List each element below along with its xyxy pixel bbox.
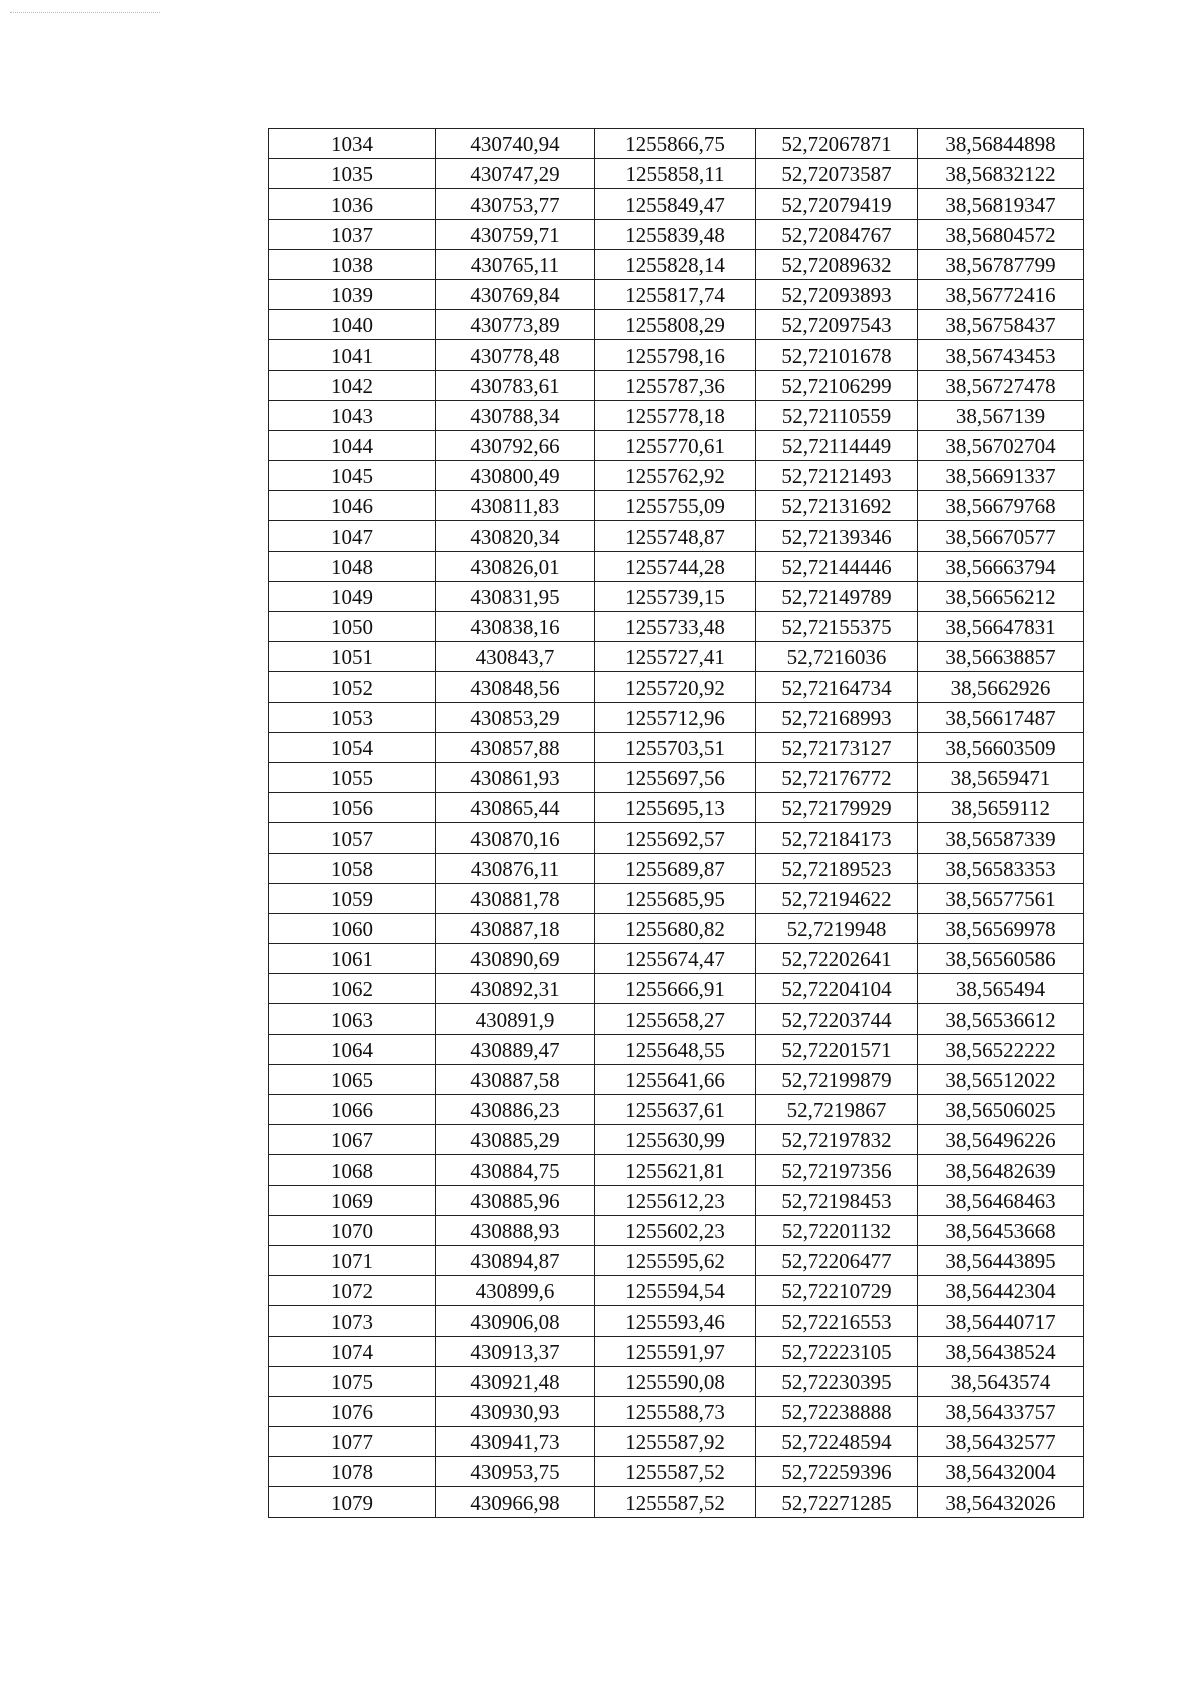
table-row — [269, 1185, 1084, 1215]
latitude-cell: 52,72121493 — [756, 461, 918, 491]
table-row — [269, 1004, 1084, 1034]
y-coordinate-cell: 1255602,23 — [595, 1215, 756, 1245]
longitude-cell: 38,56569978 — [918, 913, 1084, 943]
table-row — [269, 642, 1084, 672]
longitude-cell: 38,56433757 — [918, 1396, 1084, 1426]
latitude-cell: 52,72089632 — [756, 249, 918, 279]
latitude-cell: 52,72230395 — [756, 1366, 918, 1396]
x-coordinate-cell: 430800,49 — [436, 461, 595, 491]
latitude-cell: 52,72204104 — [756, 974, 918, 1004]
table-row — [269, 762, 1084, 792]
y-coordinate-cell: 1255748,87 — [595, 521, 756, 551]
x-coordinate-cell: 430826,01 — [436, 551, 595, 581]
x-coordinate-cell: 430783,61 — [436, 370, 595, 400]
point-number-cell: 1072 — [269, 1276, 436, 1306]
latitude-cell: 52,72079419 — [756, 189, 918, 219]
table-row — [269, 581, 1084, 611]
x-coordinate-cell: 430831,95 — [436, 581, 595, 611]
table-row — [269, 279, 1084, 309]
latitude-cell: 52,72197832 — [756, 1125, 918, 1155]
longitude-cell: 38,5659471 — [918, 762, 1084, 792]
longitude-cell: 38,56670577 — [918, 521, 1084, 551]
x-coordinate-cell: 430886,23 — [436, 1095, 595, 1125]
longitude-cell: 38,56453668 — [918, 1215, 1084, 1245]
table-row — [269, 1095, 1084, 1125]
longitude-cell: 38,56804572 — [918, 219, 1084, 249]
y-coordinate-cell: 1255658,27 — [595, 1004, 756, 1034]
x-coordinate-cell: 430921,48 — [436, 1366, 595, 1396]
longitude-cell: 38,56432577 — [918, 1427, 1084, 1457]
x-coordinate-cell: 430765,11 — [436, 249, 595, 279]
longitude-cell: 38,56819347 — [918, 189, 1084, 219]
x-coordinate-cell: 430740,94 — [436, 129, 595, 159]
longitude-cell: 38,56496226 — [918, 1125, 1084, 1155]
y-coordinate-cell: 1255828,14 — [595, 249, 756, 279]
x-coordinate-cell: 430876,11 — [436, 853, 595, 883]
point-number-cell: 1048 — [269, 551, 436, 581]
latitude-cell: 52,72248594 — [756, 1427, 918, 1457]
y-coordinate-cell: 1255685,95 — [595, 883, 756, 913]
y-coordinate-cell: 1255778,18 — [595, 400, 756, 430]
x-coordinate-cell: 430887,18 — [436, 913, 595, 943]
longitude-cell: 38,56442304 — [918, 1276, 1084, 1306]
table-row — [269, 672, 1084, 702]
y-coordinate-cell: 1255630,99 — [595, 1125, 756, 1155]
latitude-cell: 52,72114449 — [756, 430, 918, 460]
x-coordinate-cell: 430853,29 — [436, 702, 595, 732]
point-number-cell: 1038 — [269, 249, 436, 279]
longitude-cell: 38,56440717 — [918, 1306, 1084, 1336]
latitude-cell: 52,72202641 — [756, 944, 918, 974]
point-number-cell: 1066 — [269, 1095, 436, 1125]
y-coordinate-cell: 1255587,92 — [595, 1427, 756, 1457]
y-coordinate-cell: 1255839,48 — [595, 219, 756, 249]
x-coordinate-cell: 430848,56 — [436, 672, 595, 702]
longitude-cell: 38,56743453 — [918, 340, 1084, 370]
latitude-cell: 52,72201571 — [756, 1034, 918, 1064]
x-coordinate-cell: 430838,16 — [436, 612, 595, 642]
x-coordinate-cell: 430891,9 — [436, 1004, 595, 1034]
table-row — [269, 1034, 1084, 1064]
longitude-cell: 38,56727478 — [918, 370, 1084, 400]
table-row — [269, 974, 1084, 1004]
longitude-cell: 38,56577561 — [918, 883, 1084, 913]
point-number-cell: 1067 — [269, 1125, 436, 1155]
y-coordinate-cell: 1255689,87 — [595, 853, 756, 883]
latitude-cell: 52,72216553 — [756, 1306, 918, 1336]
point-number-cell: 1079 — [269, 1487, 436, 1517]
table-row — [269, 944, 1084, 974]
longitude-cell: 38,56663794 — [918, 551, 1084, 581]
longitude-cell: 38,5659112 — [918, 793, 1084, 823]
latitude-cell: 52,72271285 — [756, 1487, 918, 1517]
point-number-cell: 1071 — [269, 1245, 436, 1275]
y-coordinate-cell: 1255587,52 — [595, 1457, 756, 1487]
point-number-cell: 1064 — [269, 1034, 436, 1064]
y-coordinate-cell: 1255787,36 — [595, 370, 756, 400]
x-coordinate-cell: 430930,93 — [436, 1396, 595, 1426]
x-coordinate-cell: 430769,84 — [436, 279, 595, 309]
point-number-cell: 1073 — [269, 1306, 436, 1336]
table-row — [269, 430, 1084, 460]
longitude-cell: 38,5643574 — [918, 1366, 1084, 1396]
point-number-cell: 1057 — [269, 823, 436, 853]
x-coordinate-cell: 430966,98 — [436, 1487, 595, 1517]
point-number-cell: 1068 — [269, 1155, 436, 1185]
latitude-cell: 52,72106299 — [756, 370, 918, 400]
latitude-cell: 52,72189523 — [756, 853, 918, 883]
point-number-cell: 1039 — [269, 279, 436, 309]
longitude-cell: 38,56679768 — [918, 491, 1084, 521]
x-coordinate-cell: 430885,29 — [436, 1125, 595, 1155]
x-coordinate-cell: 430892,31 — [436, 974, 595, 1004]
point-number-cell: 1045 — [269, 461, 436, 491]
x-coordinate-cell: 430753,77 — [436, 189, 595, 219]
table-row — [269, 823, 1084, 853]
point-number-cell: 1035 — [269, 159, 436, 189]
table-row — [269, 1487, 1084, 1517]
point-number-cell: 1050 — [269, 612, 436, 642]
latitude-cell: 52,72110559 — [756, 400, 918, 430]
x-coordinate-cell: 430887,58 — [436, 1064, 595, 1094]
x-coordinate-cell: 430881,78 — [436, 883, 595, 913]
table-row — [269, 129, 1084, 159]
y-coordinate-cell: 1255593,46 — [595, 1306, 756, 1336]
y-coordinate-cell: 1255595,62 — [595, 1245, 756, 1275]
point-number-cell: 1062 — [269, 974, 436, 1004]
longitude-cell: 38,56787799 — [918, 249, 1084, 279]
point-number-cell: 1043 — [269, 400, 436, 430]
latitude-cell: 52,7219948 — [756, 913, 918, 943]
table-row — [269, 883, 1084, 913]
point-number-cell: 1077 — [269, 1427, 436, 1457]
latitude-cell: 52,72210729 — [756, 1276, 918, 1306]
table-row — [269, 1064, 1084, 1094]
y-coordinate-cell: 1255587,52 — [595, 1487, 756, 1517]
table-row — [269, 249, 1084, 279]
latitude-cell: 52,72155375 — [756, 612, 918, 642]
latitude-cell: 52,72067871 — [756, 129, 918, 159]
latitude-cell: 52,72238888 — [756, 1396, 918, 1426]
x-coordinate-cell: 430941,73 — [436, 1427, 595, 1457]
latitude-cell: 52,72197356 — [756, 1155, 918, 1185]
latitude-cell: 52,72073587 — [756, 159, 918, 189]
y-coordinate-cell: 1255674,47 — [595, 944, 756, 974]
y-coordinate-cell: 1255591,97 — [595, 1336, 756, 1366]
longitude-cell: 38,56758437 — [918, 310, 1084, 340]
longitude-cell: 38,56560586 — [918, 944, 1084, 974]
point-number-cell: 1041 — [269, 340, 436, 370]
longitude-cell: 38,56432026 — [918, 1487, 1084, 1517]
table-row — [269, 521, 1084, 551]
y-coordinate-cell: 1255755,09 — [595, 491, 756, 521]
point-number-cell: 1074 — [269, 1336, 436, 1366]
y-coordinate-cell: 1255695,13 — [595, 793, 756, 823]
longitude-cell: 38,56512022 — [918, 1064, 1084, 1094]
latitude-cell: 52,72176772 — [756, 762, 918, 792]
longitude-cell: 38,56647831 — [918, 612, 1084, 642]
point-number-cell: 1037 — [269, 219, 436, 249]
y-coordinate-cell: 1255637,61 — [595, 1095, 756, 1125]
table-row — [269, 913, 1084, 943]
longitude-cell: 38,56638857 — [918, 642, 1084, 672]
x-coordinate-cell: 430759,71 — [436, 219, 595, 249]
x-coordinate-cell: 430890,69 — [436, 944, 595, 974]
latitude-cell: 52,72144446 — [756, 551, 918, 581]
point-number-cell: 1059 — [269, 883, 436, 913]
x-coordinate-cell: 430857,88 — [436, 732, 595, 762]
longitude-cell: 38,56522222 — [918, 1034, 1084, 1064]
longitude-cell: 38,56691337 — [918, 461, 1084, 491]
latitude-cell: 52,72203744 — [756, 1004, 918, 1034]
point-number-cell: 1046 — [269, 491, 436, 521]
table-row — [269, 702, 1084, 732]
y-coordinate-cell: 1255712,96 — [595, 702, 756, 732]
x-coordinate-cell: 430894,87 — [436, 1245, 595, 1275]
scan-artifact-line — [10, 12, 160, 13]
y-coordinate-cell: 1255590,08 — [595, 1366, 756, 1396]
latitude-cell: 52,72259396 — [756, 1457, 918, 1487]
y-coordinate-cell: 1255594,54 — [595, 1276, 756, 1306]
table-row — [269, 853, 1084, 883]
x-coordinate-cell: 430843,7 — [436, 642, 595, 672]
longitude-cell: 38,56603509 — [918, 732, 1084, 762]
point-number-cell: 1042 — [269, 370, 436, 400]
longitude-cell: 38,56432004 — [918, 1457, 1084, 1487]
longitude-cell: 38,56536612 — [918, 1004, 1084, 1034]
latitude-cell: 52,72097543 — [756, 310, 918, 340]
longitude-cell: 38,56443895 — [918, 1245, 1084, 1275]
point-number-cell: 1070 — [269, 1215, 436, 1245]
y-coordinate-cell: 1255739,15 — [595, 581, 756, 611]
point-number-cell: 1069 — [269, 1185, 436, 1215]
table-row — [269, 612, 1084, 642]
y-coordinate-cell: 1255866,75 — [595, 129, 756, 159]
y-coordinate-cell: 1255858,11 — [595, 159, 756, 189]
point-number-cell: 1065 — [269, 1064, 436, 1094]
table-row — [269, 1336, 1084, 1366]
point-number-cell: 1076 — [269, 1396, 436, 1426]
table-row — [269, 219, 1084, 249]
latitude-cell: 52,72093893 — [756, 279, 918, 309]
y-coordinate-cell: 1255849,47 — [595, 189, 756, 219]
y-coordinate-cell: 1255808,29 — [595, 310, 756, 340]
table-row — [269, 310, 1084, 340]
latitude-cell: 52,72168993 — [756, 702, 918, 732]
longitude-cell: 38,56506025 — [918, 1095, 1084, 1125]
y-coordinate-cell: 1255680,82 — [595, 913, 756, 943]
longitude-cell: 38,56587339 — [918, 823, 1084, 853]
x-coordinate-cell: 430778,48 — [436, 340, 595, 370]
x-coordinate-cell: 430889,47 — [436, 1034, 595, 1064]
longitude-cell: 38,56468463 — [918, 1185, 1084, 1215]
table-row — [269, 370, 1084, 400]
x-coordinate-cell: 430773,89 — [436, 310, 595, 340]
coordinates-table — [268, 128, 1084, 1518]
latitude-cell: 52,72194622 — [756, 883, 918, 913]
point-number-cell: 1049 — [269, 581, 436, 611]
point-number-cell: 1061 — [269, 944, 436, 974]
point-number-cell: 1044 — [269, 430, 436, 460]
point-number-cell: 1055 — [269, 762, 436, 792]
point-number-cell: 1051 — [269, 642, 436, 672]
latitude-cell: 52,72206477 — [756, 1245, 918, 1275]
point-number-cell: 1058 — [269, 853, 436, 883]
point-number-cell: 1063 — [269, 1004, 436, 1034]
table-row — [269, 793, 1084, 823]
latitude-cell: 52,7219867 — [756, 1095, 918, 1125]
y-coordinate-cell: 1255817,74 — [595, 279, 756, 309]
latitude-cell: 52,72131692 — [756, 491, 918, 521]
y-coordinate-cell: 1255762,92 — [595, 461, 756, 491]
point-number-cell: 1060 — [269, 913, 436, 943]
y-coordinate-cell: 1255692,57 — [595, 823, 756, 853]
longitude-cell: 38,56832122 — [918, 159, 1084, 189]
longitude-cell: 38,56438524 — [918, 1336, 1084, 1366]
x-coordinate-cell: 430861,93 — [436, 762, 595, 792]
table-row — [269, 1245, 1084, 1275]
x-coordinate-cell: 430792,66 — [436, 430, 595, 460]
point-number-cell: 1040 — [269, 310, 436, 340]
latitude-cell: 52,72199879 — [756, 1064, 918, 1094]
table-body — [269, 129, 1084, 1518]
latitude-cell: 52,72173127 — [756, 732, 918, 762]
point-number-cell: 1034 — [269, 129, 436, 159]
table-row — [269, 340, 1084, 370]
x-coordinate-cell: 430788,34 — [436, 400, 595, 430]
longitude-cell: 38,56772416 — [918, 279, 1084, 309]
y-coordinate-cell: 1255744,28 — [595, 551, 756, 581]
y-coordinate-cell: 1255621,81 — [595, 1155, 756, 1185]
table-row — [269, 1396, 1084, 1426]
latitude-cell: 52,7216036 — [756, 642, 918, 672]
longitude-cell: 38,56583353 — [918, 853, 1084, 883]
longitude-cell: 38,56617487 — [918, 702, 1084, 732]
table-row — [269, 551, 1084, 581]
table-row — [269, 1366, 1084, 1396]
latitude-cell: 52,72179929 — [756, 793, 918, 823]
point-number-cell: 1056 — [269, 793, 436, 823]
point-number-cell: 1036 — [269, 189, 436, 219]
y-coordinate-cell: 1255612,23 — [595, 1185, 756, 1215]
latitude-cell: 52,72101678 — [756, 340, 918, 370]
y-coordinate-cell: 1255720,92 — [595, 672, 756, 702]
longitude-cell: 38,56702704 — [918, 430, 1084, 460]
x-coordinate-cell: 430888,93 — [436, 1215, 595, 1245]
y-coordinate-cell: 1255727,41 — [595, 642, 756, 672]
table-row — [269, 491, 1084, 521]
longitude-cell: 38,565494 — [918, 974, 1084, 1004]
latitude-cell: 52,72198453 — [756, 1185, 918, 1215]
latitude-cell: 52,72149789 — [756, 581, 918, 611]
table-row — [269, 1125, 1084, 1155]
point-number-cell: 1075 — [269, 1366, 436, 1396]
x-coordinate-cell: 430953,75 — [436, 1457, 595, 1487]
longitude-cell: 38,567139 — [918, 400, 1084, 430]
latitude-cell: 52,72084767 — [756, 219, 918, 249]
table-row — [269, 1215, 1084, 1245]
longitude-cell: 38,5662926 — [918, 672, 1084, 702]
latitude-cell: 52,72139346 — [756, 521, 918, 551]
point-number-cell: 1078 — [269, 1457, 436, 1487]
x-coordinate-cell: 430913,37 — [436, 1336, 595, 1366]
x-coordinate-cell: 430884,75 — [436, 1155, 595, 1185]
y-coordinate-cell: 1255697,56 — [595, 762, 756, 792]
table-row — [269, 1306, 1084, 1336]
x-coordinate-cell: 430899,6 — [436, 1276, 595, 1306]
latitude-cell: 52,72184173 — [756, 823, 918, 853]
x-coordinate-cell: 430870,16 — [436, 823, 595, 853]
latitude-cell: 52,72201132 — [756, 1215, 918, 1245]
point-number-cell: 1054 — [269, 732, 436, 762]
table-row — [269, 1276, 1084, 1306]
table-row — [269, 159, 1084, 189]
table-row — [269, 189, 1084, 219]
y-coordinate-cell: 1255641,66 — [595, 1064, 756, 1094]
table-row — [269, 732, 1084, 762]
y-coordinate-cell: 1255648,55 — [595, 1034, 756, 1064]
x-coordinate-cell: 430820,34 — [436, 521, 595, 551]
point-number-cell: 1053 — [269, 702, 436, 732]
point-number-cell: 1047 — [269, 521, 436, 551]
point-number-cell: 1052 — [269, 672, 436, 702]
table-row — [269, 1427, 1084, 1457]
x-coordinate-cell: 430885,96 — [436, 1185, 595, 1215]
table-row — [269, 400, 1084, 430]
y-coordinate-cell: 1255770,61 — [595, 430, 756, 460]
longitude-cell: 38,56482639 — [918, 1155, 1084, 1185]
longitude-cell: 38,56844898 — [918, 129, 1084, 159]
x-coordinate-cell: 430906,08 — [436, 1306, 595, 1336]
x-coordinate-cell: 430811,83 — [436, 491, 595, 521]
latitude-cell: 52,72164734 — [756, 672, 918, 702]
table-row — [269, 461, 1084, 491]
y-coordinate-cell: 1255703,51 — [595, 732, 756, 762]
longitude-cell: 38,56656212 — [918, 581, 1084, 611]
y-coordinate-cell: 1255798,16 — [595, 340, 756, 370]
y-coordinate-cell: 1255733,48 — [595, 612, 756, 642]
table-row — [269, 1457, 1084, 1487]
y-coordinate-cell: 1255588,73 — [595, 1396, 756, 1426]
latitude-cell: 52,72223105 — [756, 1336, 918, 1366]
x-coordinate-cell: 430747,29 — [436, 159, 595, 189]
table-row — [269, 1155, 1084, 1185]
y-coordinate-cell: 1255666,91 — [595, 974, 756, 1004]
x-coordinate-cell: 430865,44 — [436, 793, 595, 823]
